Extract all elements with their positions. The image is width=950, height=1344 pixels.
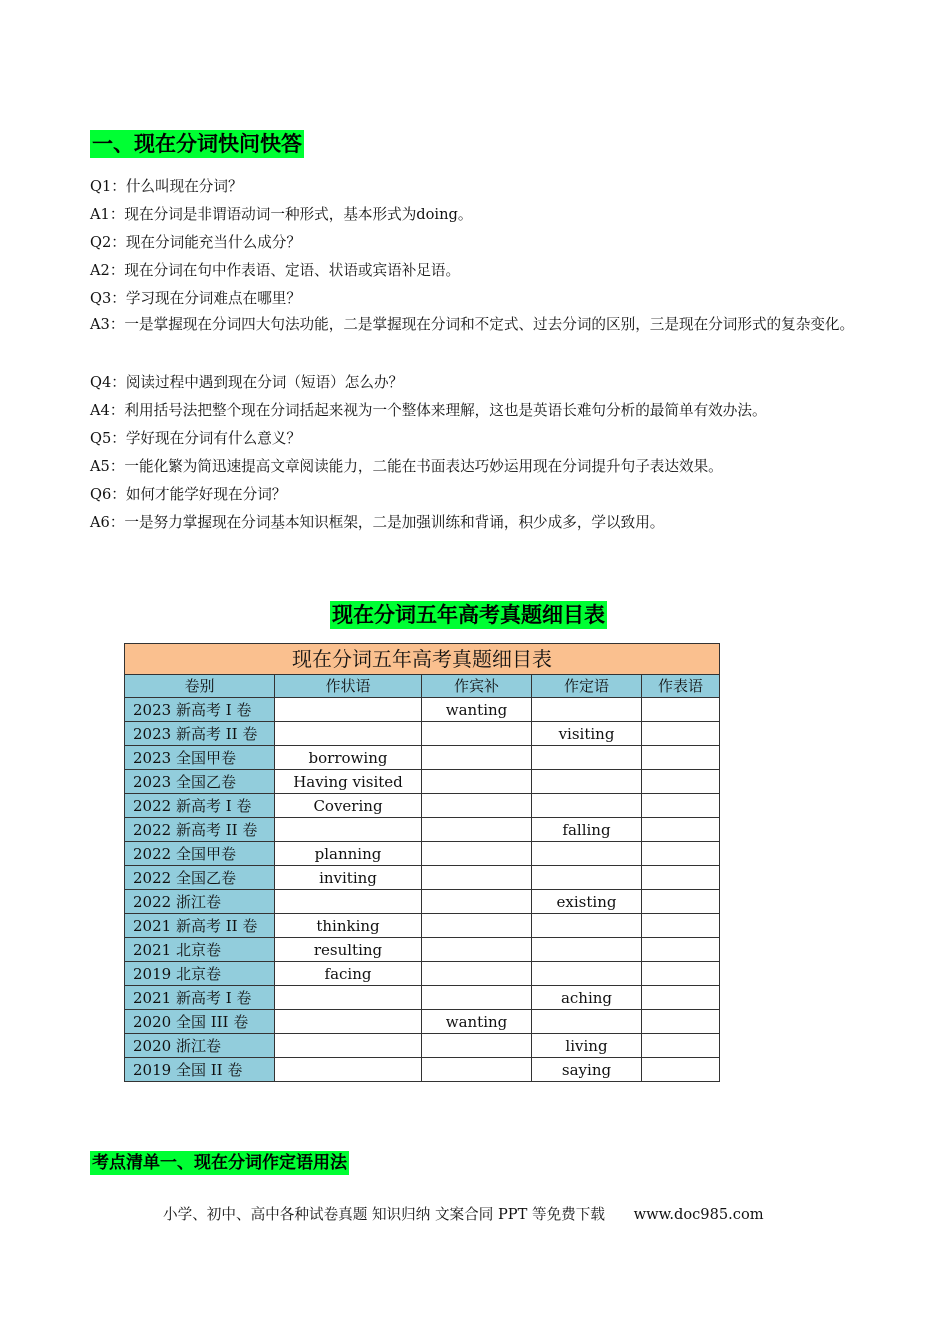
table-cell: [532, 938, 642, 962]
table-title: 现在分词五年高考真题细目表: [125, 644, 720, 675]
row-label: 2021 北京卷: [125, 938, 275, 962]
table-cell: [642, 698, 720, 722]
table-cell: existing: [532, 890, 642, 914]
col-header-predicative: 作表语: [642, 675, 720, 698]
table-cell: [642, 866, 720, 890]
row-label: 2021 新高考 II 卷: [125, 914, 275, 938]
table-row: [125, 722, 720, 746]
table-cell: [422, 1034, 532, 1058]
question-3: Q3：学习现在分词难点在哪里？: [90, 290, 301, 307]
table-row: [125, 866, 720, 890]
table-row: [125, 698, 720, 722]
table-cell: [275, 890, 422, 914]
table-row: [125, 986, 720, 1010]
table-cell: [642, 938, 720, 962]
table-cell: Covering: [275, 794, 422, 818]
table-cell: borrowing: [275, 746, 422, 770]
table-cell: [642, 746, 720, 770]
table-cell: [275, 722, 422, 746]
col-header-adverbial: 作状语: [275, 675, 422, 698]
table-cell: [275, 1010, 422, 1034]
table-cell: [532, 1010, 642, 1034]
table-cell: [275, 698, 422, 722]
col-header-paper: 卷别: [125, 675, 275, 698]
table-row: [125, 1058, 720, 1082]
table-row: [125, 1010, 720, 1034]
question-6: Q6：如何才能学好现在分词？: [90, 486, 287, 503]
row-label: 2023 新高考 I 卷: [125, 698, 275, 722]
footer-text: 小学、初中、高中各种试卷真题 知识归纳 文案合同 PPT 等免费下载: [163, 1206, 605, 1223]
question-2: Q2：现在分词能充当什么成分？: [90, 234, 301, 251]
table-cell: [275, 986, 422, 1010]
row-label: 2023 新高考 II 卷: [125, 722, 275, 746]
table-row: [125, 938, 720, 962]
answer-5: A5：一能化繁为简迅速提高文章阅读能力，二能在书面表达巧妙运用现在分词提升句子表达效果。: [90, 458, 723, 475]
row-label: 2023 全国乙卷: [125, 770, 275, 794]
row-label: 2023 全国甲卷: [125, 746, 275, 770]
table-cell: [532, 842, 642, 866]
table-row: [125, 962, 720, 986]
table-cell: [532, 962, 642, 986]
table-cell: thinking: [275, 914, 422, 938]
table-cell: [422, 1058, 532, 1082]
section-heading-1: 一、现在分词快问快答: [92, 132, 302, 156]
table-cell: living: [532, 1034, 642, 1058]
table-cell: [642, 890, 720, 914]
table-cell: wanting: [422, 698, 532, 722]
table-row: [125, 770, 720, 794]
answer-1: A1：现在分词是非谓语动词一种形式，基本形式为doing。: [90, 206, 473, 223]
section-heading-2: 现在分词五年高考真题细目表: [332, 603, 605, 627]
table-cell: [532, 698, 642, 722]
table-cell: saying: [532, 1058, 642, 1082]
table-cell: [642, 1058, 720, 1082]
table-cell: [642, 1034, 720, 1058]
row-label: 2019 北京卷: [125, 962, 275, 986]
footer-url[interactable]: www.doc985.com: [633, 1206, 764, 1223]
table-cell: [275, 818, 422, 842]
section-heading-3: 考点清单一、现在分词作定语用法: [92, 1153, 347, 1173]
table-cell: [422, 794, 532, 818]
question-5: Q5：学好现在分词有什么意义？: [90, 430, 301, 447]
table-cell: [642, 914, 720, 938]
row-label: 2022 新高考 II 卷: [125, 818, 275, 842]
table-cell: [422, 890, 532, 914]
table-cell: facing: [275, 962, 422, 986]
row-label: 2022 全国甲卷: [125, 842, 275, 866]
table-cell: [532, 914, 642, 938]
row-label: 2022 浙江卷: [125, 890, 275, 914]
table-row: [125, 794, 720, 818]
table-cell: [642, 986, 720, 1010]
table-cell: [532, 746, 642, 770]
table-cell: falling: [532, 818, 642, 842]
table-cell: [642, 818, 720, 842]
table-cell: [422, 962, 532, 986]
row-label: 2022 新高考 I 卷: [125, 794, 275, 818]
question-4: Q4：阅读过程中遇到现在分词（短语）怎么办？: [90, 374, 404, 391]
table-cell: [642, 794, 720, 818]
answer-4: A4：利用括号法把整个现在分词括起来视为一个整体来理解，这也是英语长难句分析的最简单有效办法。: [90, 402, 767, 419]
row-label: 2019 全国 II 卷: [125, 1058, 275, 1082]
table-cell: [422, 986, 532, 1010]
table-cell: [422, 818, 532, 842]
answer-3: A3：一是掌握现在分词四大句法功能，二是掌握现在分词和不定式、过去分词的区别，三是现在分词形式的复杂变化。: [90, 316, 855, 333]
table-cell: [642, 770, 720, 794]
table-cell: [532, 866, 642, 890]
table-cell: resulting: [275, 938, 422, 962]
answer-6: A6：一是努力掌握现在分词基本知识框架，二是加强训练和背诵，积少成多，学以致用。: [90, 514, 665, 531]
table-cell: [275, 1058, 422, 1082]
table-cell: [642, 1010, 720, 1034]
table-cell: [422, 938, 532, 962]
table-cell: [275, 1034, 422, 1058]
table-cell: [422, 914, 532, 938]
table-cell: [422, 866, 532, 890]
table-cell: [422, 746, 532, 770]
table-cell: [422, 770, 532, 794]
row-label: 2021 新高考 I 卷: [125, 986, 275, 1010]
row-label: 2022 全国乙卷: [125, 866, 275, 890]
row-label: 2020 全国 III 卷: [125, 1010, 275, 1034]
table-row: [125, 842, 720, 866]
table-cell: [532, 794, 642, 818]
table-row: [125, 890, 720, 914]
table-row: [125, 914, 720, 938]
footer: [163, 1203, 764, 1224]
table-cell: [532, 770, 642, 794]
table-cell: [642, 962, 720, 986]
col-header-object-complement: 作宾补: [422, 675, 532, 698]
question-1: Q1：什么叫现在分词？: [90, 178, 243, 195]
table-row: [125, 1034, 720, 1058]
col-header-attributive: 作定语: [532, 675, 642, 698]
table-row: [125, 818, 720, 842]
table-cell: planning: [275, 842, 422, 866]
table-cell: [422, 722, 532, 746]
table-cell: wanting: [422, 1010, 532, 1034]
table-row: [125, 746, 720, 770]
row-label: 2020 浙江卷: [125, 1034, 275, 1058]
table-cell: inviting: [275, 866, 422, 890]
table-cell: [642, 722, 720, 746]
answer-2: A2：现在分词在句中作表语、定语、状语或宾语补足语。: [90, 262, 461, 279]
table-cell: visiting: [532, 722, 642, 746]
table-cell: Having visited: [275, 770, 422, 794]
table-cell: [642, 842, 720, 866]
table-cell: aching: [532, 986, 642, 1010]
table-cell: [422, 842, 532, 866]
exam-table: [124, 643, 720, 1082]
